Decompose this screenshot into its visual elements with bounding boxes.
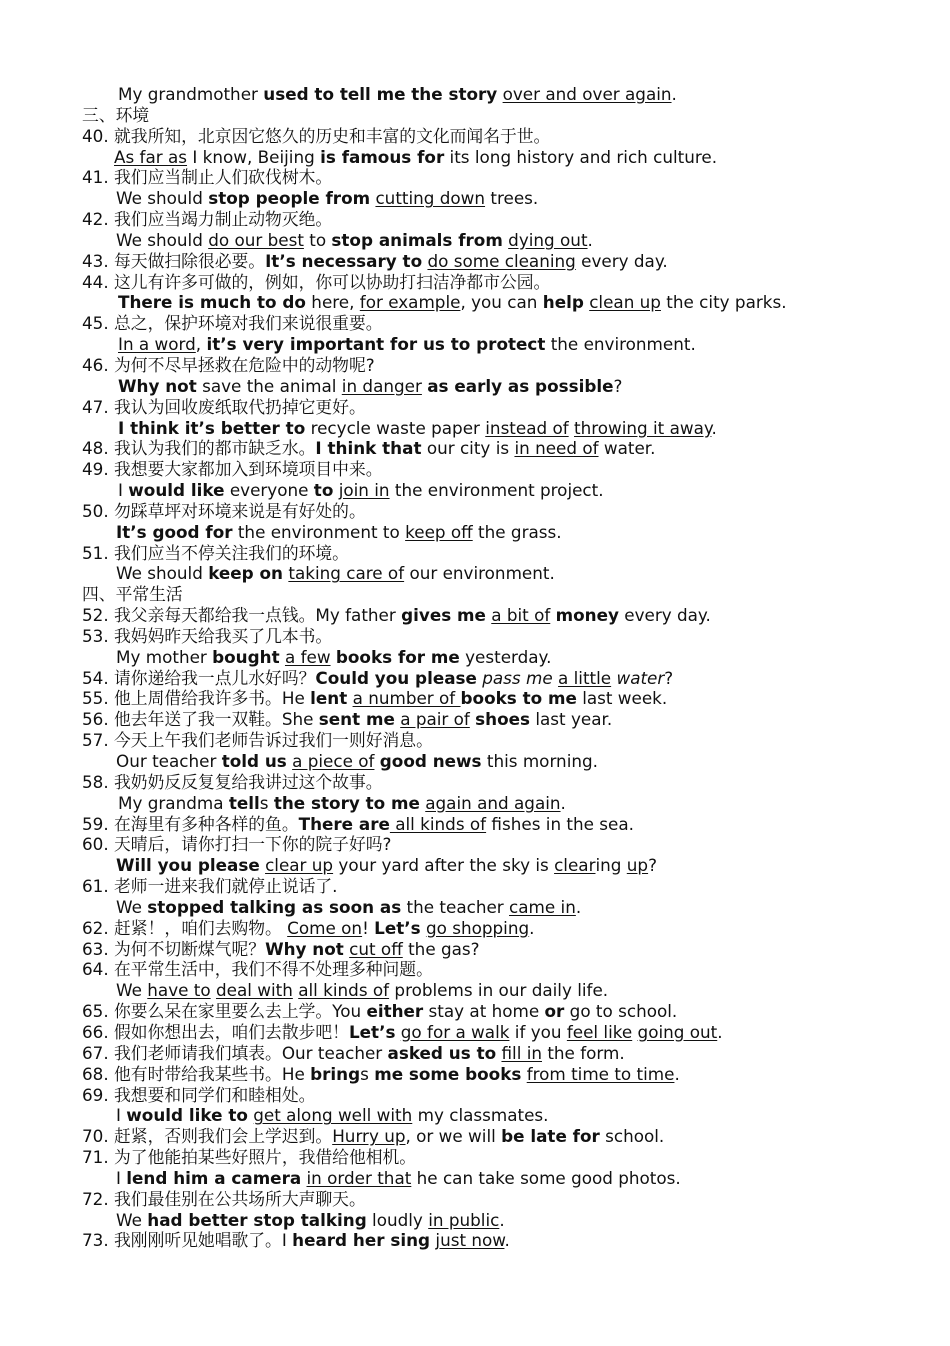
line-text: here, bbox=[305, 292, 360, 313]
underlined-phrase: came in bbox=[509, 896, 576, 917]
line-text: . bbox=[529, 917, 535, 938]
document-line bbox=[82, 292, 932, 313]
document-line bbox=[82, 84, 932, 105]
bold-phrase: It’s necessary to bbox=[265, 250, 423, 271]
bold-phrase: as early as possible bbox=[427, 375, 614, 396]
underlined-phrase: have to bbox=[147, 980, 211, 1001]
underlined-phrase: do some cleaning bbox=[427, 250, 576, 271]
bold-phrase: books to me bbox=[460, 688, 577, 709]
bold-phrase: help bbox=[542, 292, 584, 313]
underlined-phrase: a piece of bbox=[292, 751, 375, 771]
document-line bbox=[82, 480, 932, 501]
line-text: 55. 他上周借给我许多书。He bbox=[82, 688, 311, 709]
document-line bbox=[82, 251, 932, 272]
line-text: 71. 为了他能拍某些好照片，我借给他相机。 bbox=[82, 1147, 417, 1168]
line-text: . bbox=[711, 417, 717, 438]
underlined-phrase: go shopping bbox=[425, 917, 530, 938]
line-text: trees. bbox=[485, 188, 539, 209]
document-line bbox=[82, 418, 932, 439]
line-text: I know, Beijing bbox=[187, 146, 321, 167]
underlined-phrase: in danger bbox=[341, 375, 422, 396]
underlined-phrase: dying out bbox=[508, 229, 588, 250]
line-text: We bbox=[116, 1209, 148, 1230]
bold-phrase: used to tell me the story bbox=[263, 84, 498, 104]
line-text: 52. 我父亲每天都给我一点钱。My father bbox=[82, 605, 402, 626]
document-line bbox=[82, 126, 932, 147]
document-line bbox=[82, 939, 932, 960]
bold-phrase: sent me bbox=[318, 709, 395, 730]
line-text: the environment. bbox=[545, 334, 696, 355]
document-line bbox=[82, 730, 932, 751]
line-text: recycle waste paper bbox=[305, 417, 486, 438]
document-line bbox=[82, 814, 932, 835]
line-text: 43. 每天做扫除很必要。 bbox=[82, 250, 266, 271]
line-text: We should bbox=[116, 563, 209, 584]
line-text: 62. 赶紧！，咱们去购物。 bbox=[82, 917, 288, 938]
bold-phrase: bought bbox=[212, 646, 280, 667]
document-line bbox=[82, 688, 932, 709]
line-text: 49. 我想要大家都加入到环境项目中来。 bbox=[82, 459, 383, 480]
bold-phrase: money bbox=[555, 605, 619, 626]
bold-phrase: There are bbox=[298, 813, 390, 834]
line-text: . bbox=[671, 84, 677, 104]
underlined-phrase: in need of bbox=[514, 438, 599, 459]
line-text: 72. 我们最佳别在公共场所大声聊天。 bbox=[82, 1188, 366, 1209]
line-text: My mother bbox=[116, 646, 213, 667]
line-text: our environment. bbox=[404, 563, 555, 584]
line-text: ? bbox=[613, 375, 623, 396]
bold-phrase: either bbox=[366, 1001, 424, 1022]
underlined-phrase: clear up bbox=[265, 855, 334, 876]
underlined-phrase: in order that bbox=[306, 1167, 412, 1188]
document-line bbox=[82, 709, 932, 730]
line-text: the environment project. bbox=[389, 480, 604, 501]
line-text: , you can bbox=[460, 292, 543, 313]
line-text: ! bbox=[362, 917, 375, 938]
line-text: school. bbox=[599, 1126, 665, 1147]
line-text: 69. 我想要和同学们和睦相处。 bbox=[82, 1084, 316, 1105]
document-line bbox=[82, 1085, 932, 1106]
underlined-phrase: a number of bbox=[352, 688, 461, 709]
underlined-phrase: throwing it away bbox=[574, 417, 712, 438]
underlined-phrase: a few bbox=[284, 646, 331, 667]
line-text: 53. 我妈妈昨天给我买了几本书。 bbox=[82, 625, 333, 646]
line-text: , bbox=[195, 334, 207, 355]
bold-phrase: I think it’s better to bbox=[118, 417, 306, 438]
document-line bbox=[82, 438, 932, 459]
bold-phrase: Will you please bbox=[116, 855, 260, 876]
line-text: We bbox=[116, 980, 148, 1001]
document-line bbox=[82, 918, 932, 939]
bold-phrase: would like to bbox=[126, 1105, 248, 1126]
line-text: 40. 就我所知，北京因它悠久的历史和丰富的文化而闻名于世。 bbox=[82, 125, 551, 146]
line-text: I bbox=[116, 1105, 127, 1126]
bold-phrase: to bbox=[313, 480, 334, 501]
document-line bbox=[82, 209, 932, 230]
document-line bbox=[82, 668, 932, 689]
underlined-phrase: a pair of bbox=[400, 709, 470, 730]
bold-phrase: Let’s bbox=[374, 917, 421, 938]
line-text: I bbox=[116, 1167, 127, 1188]
line-text: , or we will bbox=[405, 1126, 502, 1147]
bold-phrase: it’s very important for us to protect bbox=[206, 334, 546, 355]
underlined-phrase: instead of bbox=[485, 417, 569, 438]
line-text: 56. 他去年送了我一双鞋。She bbox=[82, 709, 319, 730]
line-text: 61. 老师一进来我们就停止说话了. bbox=[82, 876, 338, 897]
underlined-phrase: up bbox=[626, 855, 649, 876]
document-line bbox=[82, 1043, 932, 1064]
underlined-phrase: all kinds of bbox=[298, 980, 390, 1001]
underlined-phrase: Hurry up bbox=[332, 1126, 406, 1147]
bold-phrase: good news bbox=[379, 751, 482, 771]
document-line bbox=[82, 876, 932, 897]
document-line bbox=[82, 647, 932, 668]
line-text: s bbox=[360, 1063, 375, 1084]
document-line bbox=[82, 834, 932, 855]
bold-phrase: lent bbox=[310, 688, 348, 709]
line-text: . bbox=[587, 229, 593, 250]
bold-phrase: stop people from bbox=[208, 188, 371, 209]
document-line bbox=[82, 1147, 932, 1168]
line-text: fishes in the sea. bbox=[486, 813, 634, 834]
line-text: 60. 天晴后，请你打扫一下你的院子好吗? bbox=[82, 834, 392, 855]
line-text: save the animal bbox=[196, 375, 342, 396]
document-line bbox=[82, 376, 932, 397]
line-text: 三、环境 bbox=[82, 104, 150, 125]
underlined-phrase: from time to time bbox=[526, 1063, 675, 1084]
line-text: the environment to bbox=[232, 521, 406, 542]
document-line bbox=[82, 897, 932, 918]
italic-phrase: water bbox=[616, 667, 665, 688]
line-text: Our teacher bbox=[116, 751, 222, 771]
underlined-phrase: clear bbox=[554, 855, 596, 876]
underlined-phrase: in public bbox=[428, 1209, 500, 1230]
bold-phrase: had better stop talking bbox=[147, 1209, 367, 1230]
line-text: 50. 勿踩草坪对环境来说是有好处的。 bbox=[82, 500, 366, 521]
bold-phrase: tell bbox=[228, 792, 260, 813]
underlined-phrase: for example bbox=[359, 292, 461, 313]
line-text: 48. 我认为我们的都市缺乏水。 bbox=[82, 438, 316, 459]
underlined-phrase: clean up bbox=[589, 292, 661, 313]
document-line bbox=[82, 751, 932, 772]
underlined-phrase: just now bbox=[435, 1230, 505, 1251]
document-line bbox=[82, 522, 932, 543]
line-text: everyone bbox=[224, 480, 314, 501]
line-text: 44. 这儿有许多可做的，例如，你可以协助打扫洁净都市公园。 bbox=[82, 271, 551, 292]
line-text: My grandmother bbox=[118, 84, 264, 104]
bold-phrase: books for me bbox=[335, 646, 460, 667]
line-text: We should bbox=[116, 188, 209, 209]
line-text: yesterday. bbox=[459, 646, 552, 667]
line-text: . bbox=[717, 1021, 723, 1042]
document-line bbox=[82, 959, 932, 980]
underlined-phrase: all kinds of bbox=[389, 813, 487, 834]
document-line bbox=[82, 188, 932, 209]
document-line bbox=[82, 147, 932, 168]
line-text: every day. bbox=[575, 250, 668, 271]
italic-phrase: pass me bbox=[482, 667, 553, 688]
underlined-phrase: Come on bbox=[287, 917, 363, 938]
document-line bbox=[82, 626, 932, 647]
document-line bbox=[82, 772, 932, 793]
line-text: 59. 在海里有多种各样的鱼。 bbox=[82, 813, 299, 834]
line-text: 41. 我们应当制止人们砍伐树木。 bbox=[82, 167, 333, 188]
line-text: our city is bbox=[421, 438, 515, 459]
line-text: stay at home bbox=[423, 1001, 545, 1022]
underlined-phrase: cutting down bbox=[375, 188, 486, 209]
line-text: s bbox=[259, 792, 274, 813]
line-text: 54. 请你递给我一点儿水好吗？ bbox=[82, 667, 316, 688]
line-text: the form. bbox=[542, 1042, 625, 1063]
underlined-phrase: join in bbox=[338, 480, 390, 501]
line-text: I bbox=[118, 480, 129, 501]
document-line bbox=[82, 1022, 932, 1043]
line-text: 67. 我们老师请我们填表。Our teacher bbox=[82, 1042, 388, 1063]
line-text: 47. 我认为回收废纸取代扔掉它更好。 bbox=[82, 396, 366, 417]
bold-phrase: be late for bbox=[501, 1126, 600, 1147]
underlined-phrase: go for a walk bbox=[400, 1021, 510, 1042]
underlined-phrase: feel like bbox=[566, 1021, 633, 1042]
underlined-phrase: As far as bbox=[114, 146, 188, 167]
line-text: . bbox=[674, 1063, 680, 1084]
bold-phrase: stopped talking as soon as bbox=[147, 896, 402, 917]
bold-phrase: heard her sing bbox=[292, 1230, 431, 1251]
document-line bbox=[82, 563, 932, 584]
bold-phrase: keep on bbox=[208, 563, 284, 584]
line-text: 45. 总之，保护环境对我们来说很重要。 bbox=[82, 313, 383, 334]
underlined-phrase: again and again bbox=[425, 792, 561, 813]
bold-phrase: Let’s bbox=[348, 1021, 396, 1042]
line-text: water. bbox=[598, 438, 656, 459]
document-line bbox=[82, 543, 932, 564]
underlined-phrase: cut off bbox=[349, 938, 403, 959]
line-text: the grass. bbox=[472, 521, 562, 542]
line-text: if you bbox=[509, 1021, 567, 1042]
document-line bbox=[82, 1064, 932, 1085]
document-line bbox=[82, 1001, 932, 1022]
line-text: this morning. bbox=[481, 751, 598, 771]
bold-phrase: shoes bbox=[475, 709, 531, 730]
line-text: My grandma bbox=[118, 792, 229, 813]
bold-phrase: Why not bbox=[265, 938, 344, 959]
bold-phrase: told us bbox=[221, 751, 287, 771]
line-text: he can take some good photos. bbox=[411, 1167, 681, 1188]
bold-phrase: There is much to do bbox=[118, 292, 306, 313]
document-line bbox=[82, 793, 932, 814]
bold-phrase: bring bbox=[310, 1063, 361, 1084]
line-text: last week. bbox=[576, 688, 668, 709]
underlined-phrase: do our best bbox=[208, 229, 304, 250]
bold-phrase: Why not bbox=[118, 375, 197, 396]
bold-phrase: I think that bbox=[315, 438, 422, 459]
line-text: . bbox=[504, 1230, 510, 1251]
line-text: ? bbox=[664, 667, 674, 688]
line-text: to bbox=[303, 229, 332, 250]
underlined-phrase: deal with bbox=[215, 980, 293, 1001]
line-text: the gas? bbox=[402, 938, 480, 959]
document-line bbox=[82, 1230, 932, 1251]
document-line bbox=[82, 1126, 932, 1147]
line-text: go to school. bbox=[564, 1001, 678, 1022]
document-line bbox=[82, 397, 932, 418]
line-text: 46. 为何不尽早拯救在危险中的动物呢? bbox=[82, 354, 375, 375]
line-text: 73. 我刚刚听见她唱歌了。I bbox=[82, 1230, 293, 1251]
document-line bbox=[82, 313, 932, 334]
document-line bbox=[82, 167, 932, 188]
line-text: every day. bbox=[618, 605, 711, 626]
line-text: 51. 我们应当不停关注我们的环境。 bbox=[82, 542, 349, 563]
document-line bbox=[82, 230, 932, 251]
document-line bbox=[82, 459, 932, 480]
line-text: 65. 你要么呆在家里要么去上学。You bbox=[82, 1001, 367, 1022]
bold-phrase: lend him a camera bbox=[126, 1167, 302, 1188]
line-text: 66. 假如你想出去，咱们去散步吧！ bbox=[82, 1021, 349, 1042]
bold-phrase: me some books bbox=[374, 1063, 522, 1084]
line-text: 70. 赶紧，否则我们会上学迟到。 bbox=[82, 1126, 333, 1147]
underlined-phrase: a little bbox=[558, 667, 612, 688]
underlined-phrase: going out bbox=[637, 1021, 718, 1042]
line-text: loudly bbox=[366, 1209, 429, 1230]
line-text: 63. 为何不切断煤气呢？ bbox=[82, 938, 266, 959]
line-text: 68. 他有时带给我某些书。He bbox=[82, 1063, 311, 1084]
line-text: . bbox=[575, 896, 582, 917]
document-line bbox=[82, 584, 932, 605]
bold-phrase: is famous for bbox=[320, 146, 445, 167]
line-text: . bbox=[499, 1209, 505, 1230]
document-line bbox=[82, 605, 932, 626]
underlined-phrase: a bit of bbox=[491, 605, 551, 626]
document-line bbox=[82, 272, 932, 293]
line-text: the teacher bbox=[401, 896, 510, 917]
line-text: problems in our daily life. bbox=[389, 980, 609, 1001]
line-text: . bbox=[560, 792, 566, 813]
document-line bbox=[82, 1189, 932, 1210]
document-line bbox=[82, 355, 932, 376]
underlined-phrase: over and over again bbox=[502, 84, 672, 104]
line-text: its long history and rich culture. bbox=[444, 146, 718, 167]
bold-phrase: asked us to bbox=[387, 1042, 497, 1063]
line-text: the city parks. bbox=[660, 292, 787, 313]
document-line bbox=[82, 1168, 932, 1189]
line-text: ing bbox=[595, 855, 627, 876]
line-text: my classmates. bbox=[412, 1105, 549, 1126]
line-text: 58. 我奶奶反反复复给我讲过这个故事。 bbox=[82, 771, 383, 792]
underlined-phrase: taking care of bbox=[288, 563, 405, 584]
underlined-phrase: fill in bbox=[501, 1042, 542, 1063]
underlined-phrase: get along well with bbox=[253, 1105, 413, 1126]
bold-phrase: the story to me bbox=[273, 792, 420, 813]
bold-phrase: gives me bbox=[401, 605, 486, 626]
underlined-phrase: In a word bbox=[118, 334, 196, 355]
document-line bbox=[82, 105, 932, 126]
document-line bbox=[82, 1210, 932, 1231]
line-text: 64. 在平常生活中，我们不得不处理多种问题。 bbox=[82, 959, 433, 980]
line-text: 42. 我们应当竭力制止动物灭绝。 bbox=[82, 209, 333, 230]
bold-phrase: It’s good for bbox=[116, 521, 233, 542]
line-text: We should bbox=[116, 229, 209, 250]
bold-phrase: Could you please bbox=[315, 667, 477, 688]
document-line bbox=[82, 1105, 932, 1126]
line-text: 四、平常生活 bbox=[82, 584, 183, 605]
line-text: your yard after the sky is bbox=[333, 855, 555, 876]
line-text: We bbox=[116, 896, 148, 917]
bold-phrase: would like bbox=[128, 480, 225, 501]
document-body bbox=[82, 84, 932, 1251]
line-text: last year. bbox=[530, 709, 613, 730]
document-line bbox=[82, 980, 932, 1001]
bold-phrase: stop animals from bbox=[331, 229, 503, 250]
line-text: ? bbox=[648, 855, 657, 876]
line-text: 57. 今天上午我们老师告诉过我们一则好消息。 bbox=[82, 730, 433, 751]
underlined-phrase: keep off bbox=[405, 521, 473, 542]
bold-phrase: or bbox=[544, 1001, 565, 1022]
document-line bbox=[82, 501, 932, 522]
document-line bbox=[82, 855, 932, 876]
document-line bbox=[82, 334, 932, 355]
